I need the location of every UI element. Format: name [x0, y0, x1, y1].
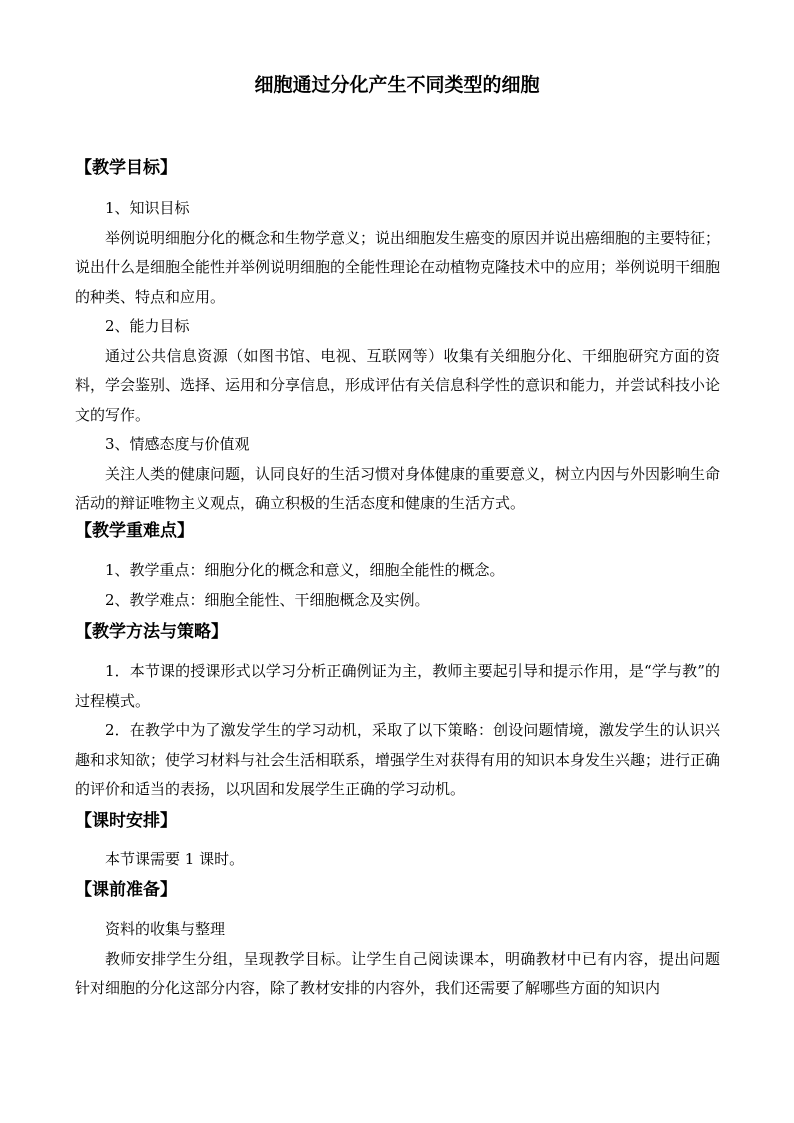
- prep-text: 教师安排学生分组，呈现教学目标。让学生自己阅读课本，明确教材中已有内容，提出问题 针对细胞的分化这部分内容，除了教材安排的内容外，我们还需要了解哪些方面的知识内: [75, 949, 720, 997]
- method-content: [75, 657, 720, 805]
- section-key-points: [75, 516, 720, 546]
- knowledge-goal-label: 1、知识目标: [105, 199, 190, 217]
- method-2: 2．在教学中为了激发学生的学习动机，采取了以下策略：创设问题情境，激发学生的认识兴趣和求知欲；使学习材料与社会生活相联系，增强学生对获得有用的知识本身发生兴趣；进行正确的评价和适当的表扬，以巩固和发展学生正确的学习动机。: [75, 721, 721, 798]
- method-1: 1．本节课的授课形式以学习分析正确例证为主，教师主要起引导和提示作用，是“学与教”的过程模式。: [75, 662, 720, 710]
- ability-goal-text: 通过公共信息资源（如图书馆、电视、互联网等）收集有关细胞分化、干细胞研究方面的资料，学会鉴别、选择、运用和分享信息，形成评估有关信息科学性的意识和能力，并尝试科技小论文的写作。: [75, 346, 721, 424]
- time-text: 本节课需要 1 课时。: [105, 850, 245, 868]
- key-point-1: 1、教学重点：细胞分化的概念和意义，细胞全能性的概念。: [105, 561, 505, 579]
- heading-key-points: 【教学重难点】: [75, 521, 194, 541]
- section-prep: [75, 875, 720, 905]
- heading-method: 【教学方法与策略】: [75, 622, 228, 642]
- key-points-content: [75, 556, 720, 615]
- heading-prep: 【课前准备】: [75, 880, 177, 900]
- document-title: 细胞通过分化产生不同类型的细胞: [254, 74, 540, 96]
- knowledge-goal-text: 举例说明细胞分化的概念和生物学意义；说出细胞发生癌变的原因并说出癌细胞的主要特征；说出什么是细胞全能性并举例说明细胞的全能性理论在动植物克隆技术中的应用；举例说明干细胞的种类、特点和应用。: [75, 228, 721, 306]
- section-teaching-goals: [75, 153, 720, 183]
- prep-subtitle: 资料的收集与整理: [105, 920, 226, 938]
- prep-content: [75, 915, 720, 1004]
- section-time: [75, 806, 720, 836]
- heading-teaching-goals: 【教学目标】: [75, 158, 177, 178]
- heading-time: 【课时安排】: [75, 811, 177, 831]
- goals-content: [75, 194, 720, 519]
- time-content: [75, 845, 720, 875]
- emotion-goal-label: 3、情感态度与价值观: [105, 435, 250, 453]
- emotion-goal-text: 关注人类的健康问题，认同良好的生活习惯对身体健康的重要意义，树立内因与外因影响生命活动的辩证唯物主义观点，确立积极的生活态度和健康的生活方式。: [75, 464, 721, 512]
- section-method: [75, 617, 720, 647]
- ability-goal-label: 2、能力目标: [105, 317, 190, 335]
- key-point-2: 2、教学难点：细胞全能性、干细胞概念及实例。: [105, 590, 430, 609]
